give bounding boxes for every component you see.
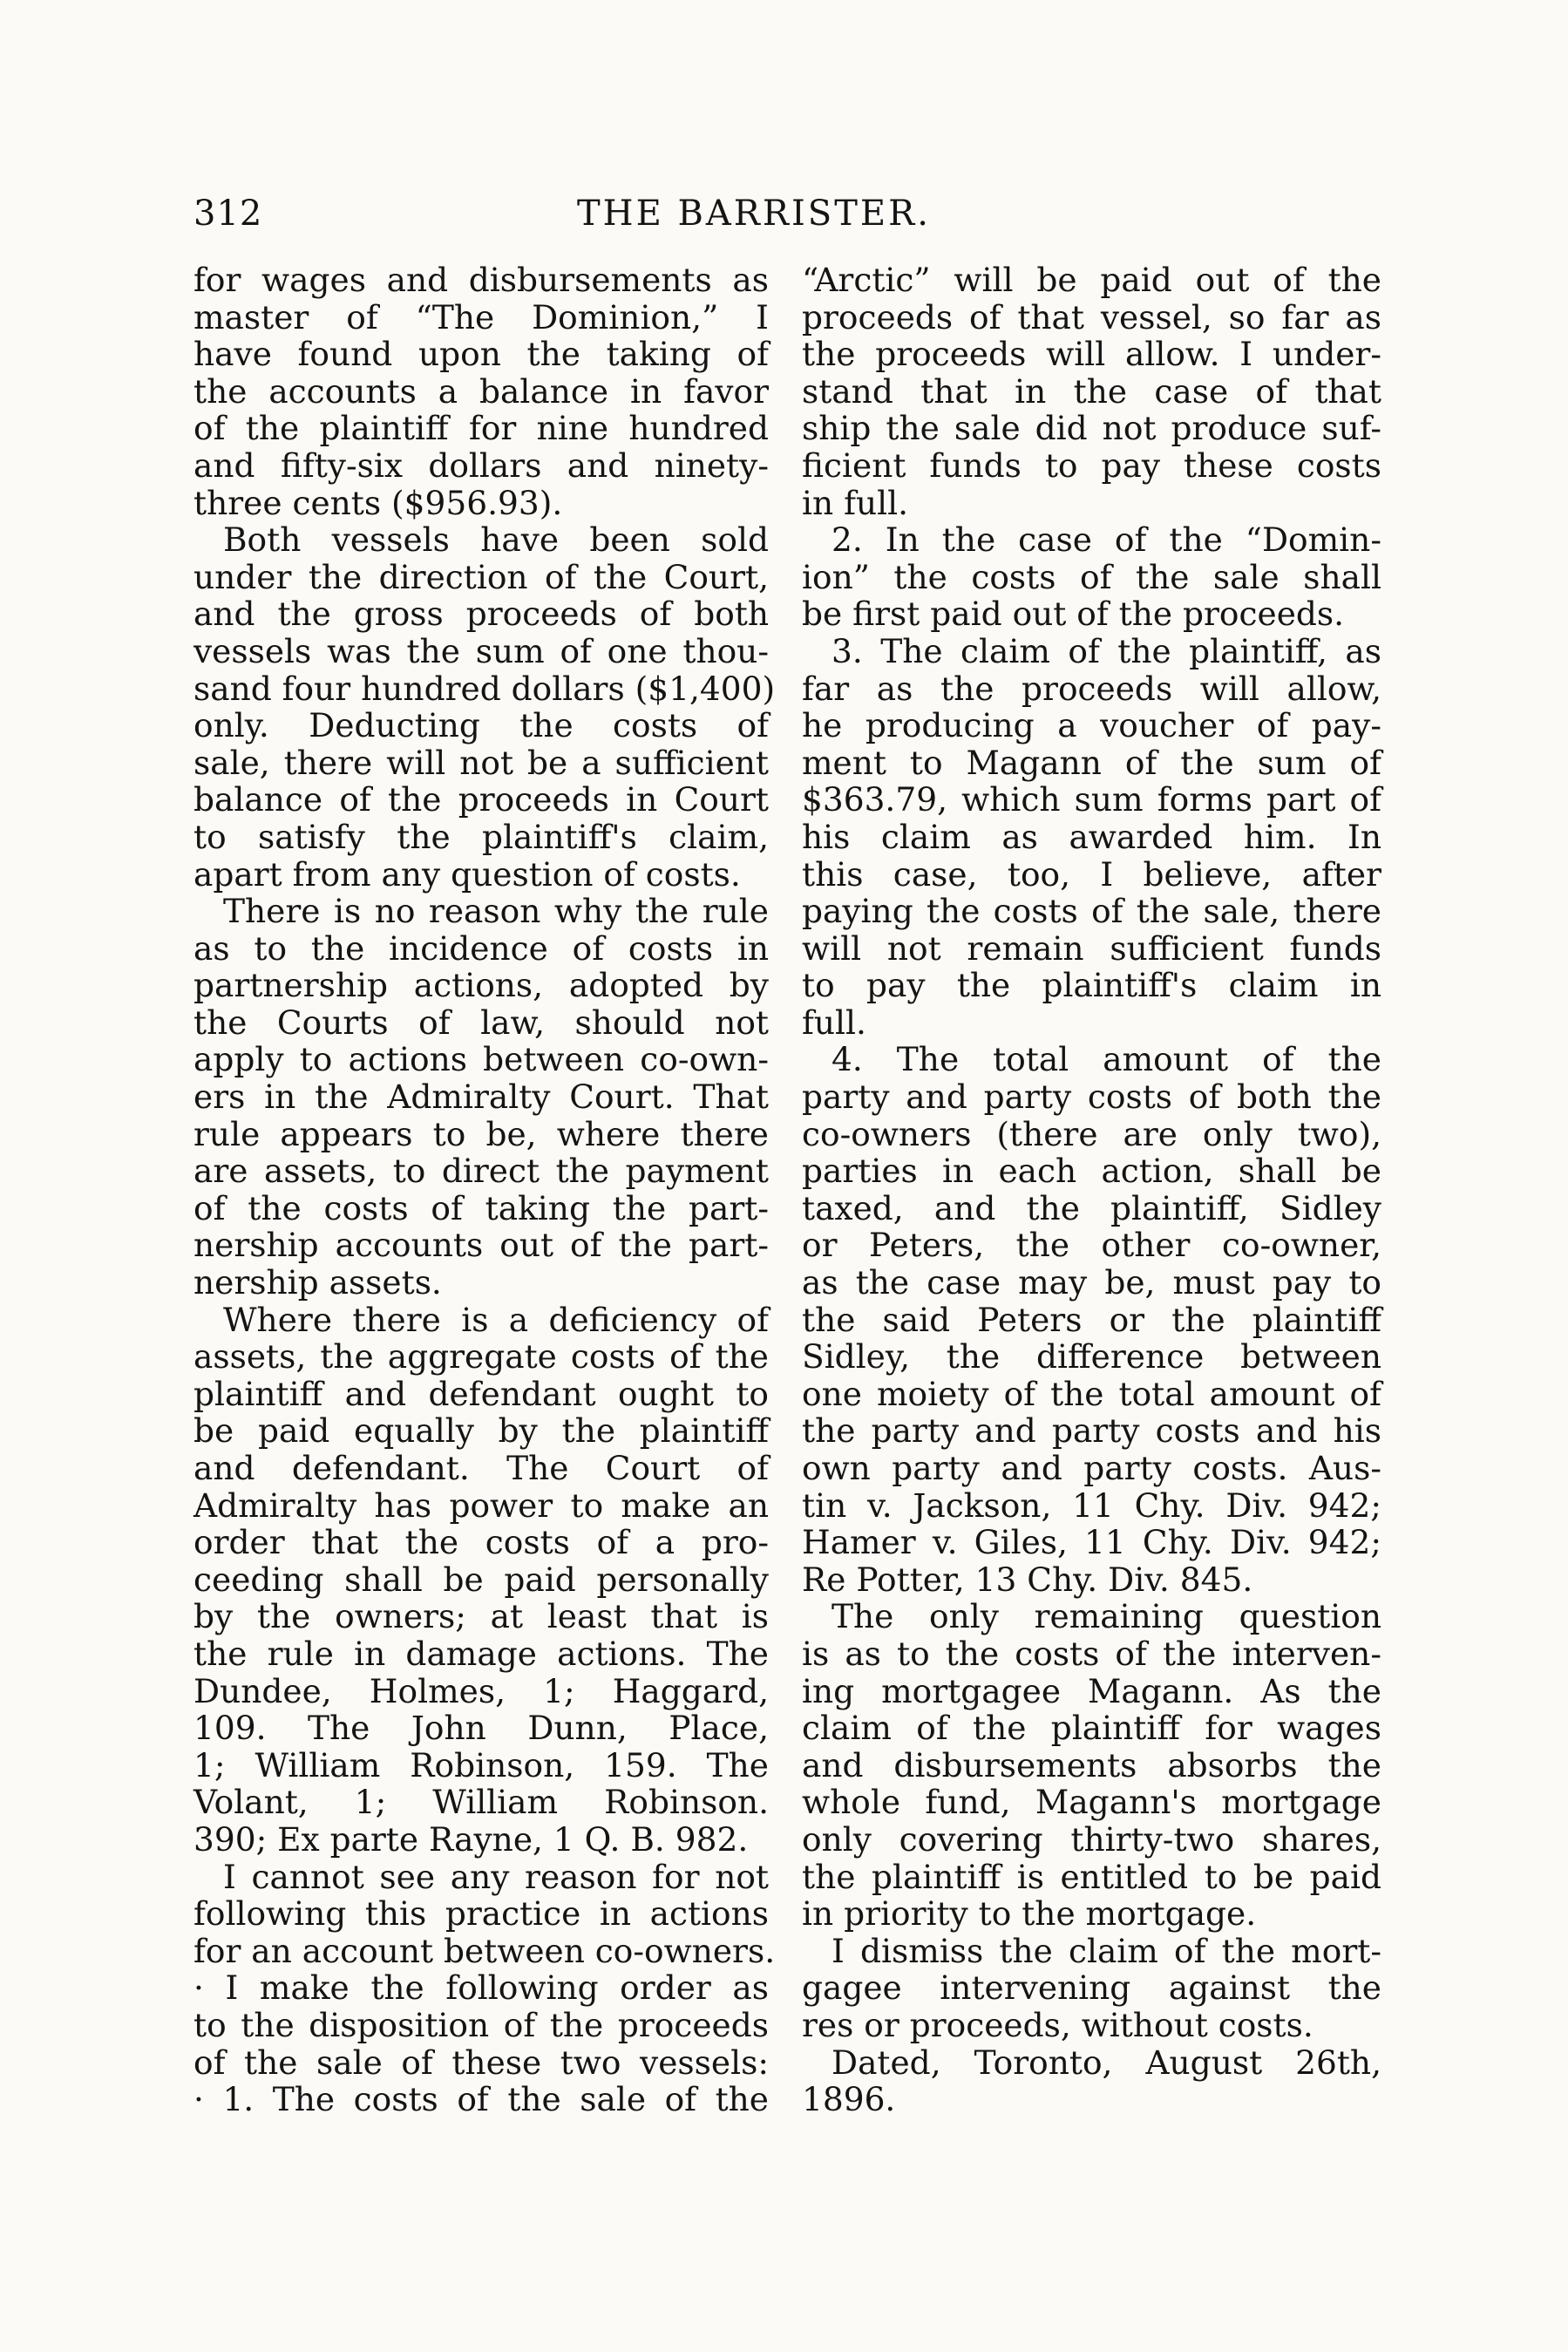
text-line: in full. [802,483,909,522]
text-line: ship the sale did not produce suf- [802,409,1381,448]
text-line: his claim as awarded him. In [802,817,1381,856]
text-line: have found upon the taking of [193,335,769,374]
text-line: taxed, and the plaintiff, Sidley [802,1188,1381,1227]
text-line: Dundee, Holmes, 1; Haggard, [193,1671,769,1710]
text-line: order that the costs of a pro- [193,1523,769,1562]
text-line: parties in each action, shall be [802,1152,1381,1191]
text-line: 109. The John Dunn, Place, [193,1709,769,1748]
text-line: to pay the plaintiff's claim in [802,966,1381,1005]
text-line: partnership actions, adopted by [193,966,769,1005]
text-line: or Peters, the other co-owner, [802,1226,1381,1265]
text-line: this case, too, I believe, after [802,854,1381,894]
text-line: paying the costs of the sale, there [802,892,1381,931]
text-line: balance of the proceeds in Court [193,780,769,819]
text-line: proceeds of that vessel, so far as [802,297,1381,336]
text-line: Dated, Toronto, August 26th, [832,2043,1381,2082]
text-line: “Arctic” will be paid out of the [802,261,1381,299]
text-line: will not remain sufficient funds [802,928,1381,968]
text-line: Where there is a deficiency of [223,1300,769,1339]
text-line: the proceeds will allow. I under- [802,335,1381,374]
running-title: THE BARRISTER. [577,194,931,234]
text-line: as the case may be, must pay to [802,1263,1381,1302]
text-line: 2. In the case of the “Domin- [832,520,1381,560]
text-line: of the plaintiff for nine hundred [193,409,769,448]
text-line: Sidley, the difference between [802,1337,1381,1377]
text-line: of the costs of taking the part- [193,1188,769,1227]
text-line: 3. The claim of the plaintiff, as [832,631,1381,670]
text-line: vessels was the sum of one thou- [193,631,769,670]
text-line: The only remaining question [832,1597,1381,1636]
text-line: of the sale of these two vessels: [193,2043,769,2082]
text-line: under the direction of the Court, [193,557,769,596]
text-line: $363.79, which sum forms part of [802,780,1381,819]
text-line: the Courts of law, should not [193,1003,769,1042]
text-line: 390; Ex parte Rayne, 1 Q. B. 982. [193,1819,749,1859]
text-line: the rule in damage actions. The [193,1634,769,1673]
text-line: whole fund, Magann's mortgage [802,1783,1381,1822]
text-line: ion” the costs of the sale shall [802,557,1381,596]
text-line: Hamer v. Giles, 11 Chy. Div. 942; [802,1523,1381,1562]
right-column [802,262,1381,2118]
text-line: ment to Magann of the sum of [802,743,1381,782]
text-line: in priority to the mortgage. [802,1894,1257,1934]
text-line: to the disposition of the proceeds [193,2005,769,2044]
text-line: nership accounts out of the part- [193,1226,769,1265]
page-header [193,194,1379,246]
text-line: sand four hundred dollars ($1,400) [193,669,776,708]
text-line: 1896. [802,2080,896,2119]
text-line: apply to actions between co-own- [193,1040,769,1079]
text-line: I cannot see any reason for not [223,1857,769,1896]
text-line: only covering thirty-two shares, [802,1819,1381,1859]
text-line: nership assets. [193,1263,442,1302]
text-line: the party and party costs and his [802,1411,1381,1451]
text-line: Volant, 1; William Robinson. [193,1783,769,1822]
text-line: ficient funds to pay these costs [802,445,1381,485]
text-line: for an account between co-owners. [193,1931,776,1970]
text-line: far as the proceeds will allow, [802,669,1381,708]
text-line: as to the incidence of costs in [193,928,769,968]
text-line: sale, there will not be a sufficient [193,743,769,782]
text-line: be first paid out of the proceeds. [802,595,1345,634]
text-line: the accounts a balance in favor [193,371,769,411]
text-line: claim of the plaintiff for wages [802,1709,1381,1748]
text-line: tin v. Jackson, 11 Chy. Div. 942; [802,1485,1381,1525]
text-line: and defendant. The Court of [193,1449,769,1487]
text-line: one moiety of the total amount of [802,1374,1381,1413]
text-line: he producing a voucher of pay- [802,706,1381,745]
text-line: by the owners; at least that is [193,1597,769,1636]
text-line: stand that in the case of that [802,371,1381,411]
text-line: only. Deducting the costs of [193,706,769,745]
text-line: and the gross proceeds of both [193,595,769,634]
text-line: to satisfy the plaintiff's claim, [193,817,769,856]
text-line: following this practice in actions [193,1894,769,1934]
text-line: There is no reason why the rule [223,892,769,931]
text-line: for wages and disbursements as [193,261,769,299]
text-line: own party and party costs. Aus- [802,1449,1381,1487]
text-line: master of “The Dominion,” I [193,297,769,336]
text-line: ing mortgagee Magann. As the [802,1671,1381,1710]
text-line: and fifty-six dollars and ninety- [193,445,769,485]
text-line: ceeding shall be paid personally [193,1560,769,1599]
text-line: gagee intervening against the [802,1968,1381,2008]
text-line: the plaintiff is entitled to be paid [802,1857,1381,1896]
text-line: full. [802,1003,866,1042]
text-line: co-owners (there are only two), [802,1114,1381,1153]
text-line: be paid equally by the plaintiff [193,1411,769,1451]
text-line: three cents ($956.93). [193,483,563,522]
text-line: 1; William Robinson, 159. The [193,1745,769,1784]
text-line: assets, the aggregate costs of the [193,1337,769,1377]
text-line: Admiralty has power to make an [193,1485,769,1525]
text-line: apart from any question of costs. [193,854,741,894]
text-line: · I make the following order as [193,1968,769,2008]
text-line: is as to the costs of the interven- [802,1634,1381,1673]
text-line: party and party costs of both the [802,1077,1381,1117]
text-line: Re Potter, 13 Chy. Div. 845. [802,1560,1253,1599]
text-line: ers in the Admiralty Court. That [193,1077,769,1117]
text-line: res or proceeds, without costs. [802,2005,1313,2044]
text-line: are assets, to direct the payment [193,1152,769,1191]
text-line: rule appears to be, where there [193,1114,769,1153]
page-number: 312 [193,194,263,234]
text-line: the said Peters or the plaintiff [802,1300,1381,1339]
text-line: Both vessels have been sold [223,520,769,560]
text-line: I dismiss the claim of the mort- [832,1931,1381,1970]
text-line: 4. The total amount of the [832,1040,1381,1079]
text-line: and disbursements absorbs the [802,1745,1381,1784]
text-line: · 1. The costs of the sale of the [193,2080,769,2119]
text-line: plaintiff and defendant ought to [193,1374,769,1413]
left-column [193,261,776,2119]
